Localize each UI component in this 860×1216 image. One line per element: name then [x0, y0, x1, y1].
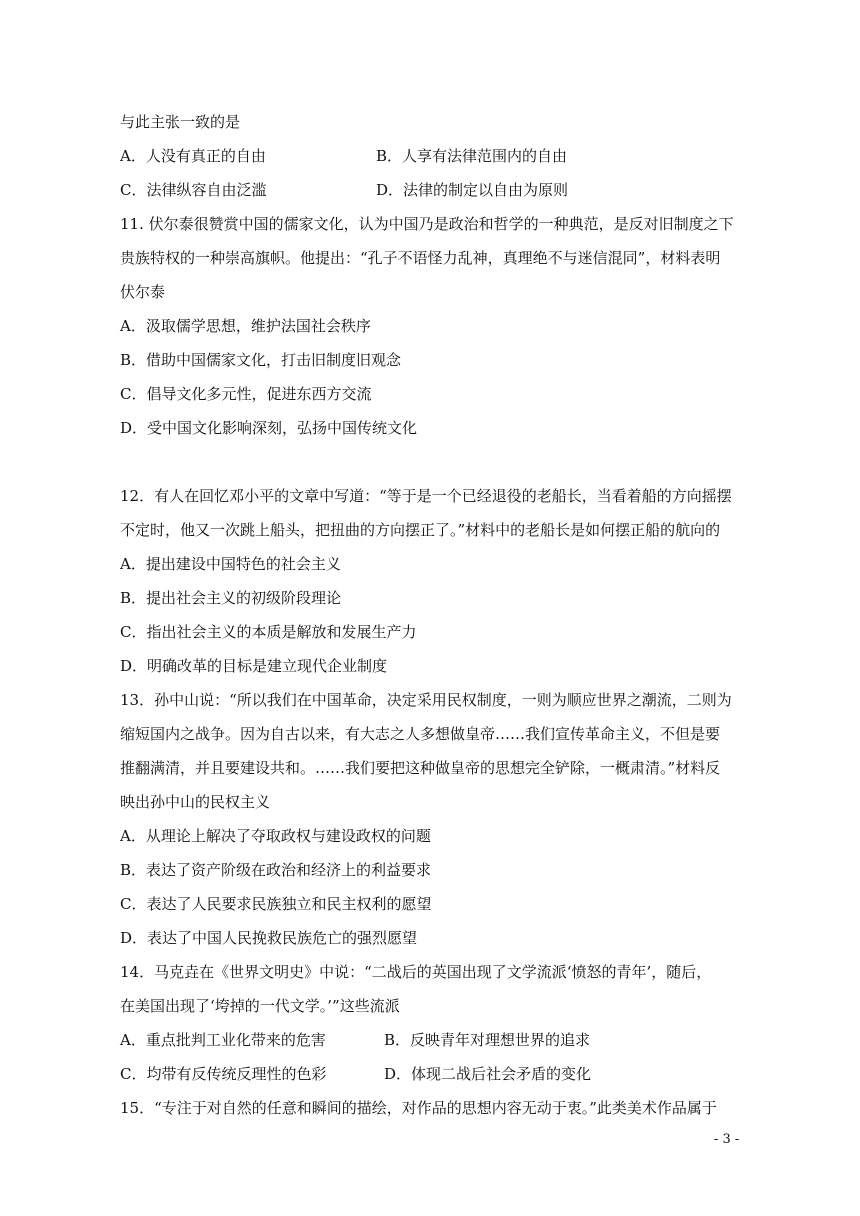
q13-option-c: C．表达了人民要求民族独立和民主权利的愿望 [120, 895, 432, 913]
q14-stem-line: 在美国出现了‘垮掉的一代文学。’”这些流派 [120, 997, 400, 1015]
q11-option-b: B．借助中国儒家文化，打击旧制度旧观念 [120, 351, 402, 369]
q14-option-c: C．均带有反传统反理性的色彩 [120, 1065, 327, 1083]
q14-option-a: A．重点批判工业化带来的危害 [120, 1031, 326, 1049]
q14-stem-line: 14．马克垚在《世界文明史》中说：“二战后的英国出现了文学流派‘愤怒的青年’，随后， [120, 963, 712, 981]
q12-option-b: B．提出社会主义的初级阶段理论 [120, 589, 342, 607]
q10-option-b: B．人享有法律范围内的自由 [376, 147, 568, 165]
q15-stem-line: 15．“专注于对自然的任意和瞬间的描绘，对作品的思想内容无动于衷。”此类美术作品属于 [120, 1099, 717, 1117]
q10-option-d: D．法律的制定以自由为原则 [376, 181, 569, 199]
q14-option-d: D．体现二战后社会矛盾的变化 [384, 1065, 592, 1083]
question-10-stem-end: 与此主张一致的是 [120, 113, 241, 131]
q10-option-a: A．人没有真正的自由 [120, 147, 266, 165]
q11-stem-line: 伏尔泰 [120, 283, 166, 301]
q12-stem-line: 不定时，他又一次跳上船头，把扭曲的方向摆正了。”材料中的老船长是如何摆正船的航向的 [120, 521, 721, 539]
page-number: - 3 - [714, 1132, 740, 1147]
q11-option-a: A．汲取儒学思想，维护法国社会秩序 [120, 317, 371, 335]
q13-option-d: D．表达了中国人民挽救民族危亡的强烈愿望 [120, 929, 418, 947]
q13-stem-line: 推翻满清，并且要建设共和。……我们要把这种做皇帝的思想完全铲除，一概肃清。”材料反 [120, 759, 721, 777]
q13-stem-line: 缩短国内之战争。因为自古以来，有大志之人多想做皇帝……我们宣传革命主义，不但是要 [120, 725, 721, 743]
q12-stem-line: 12．有人在回忆邓小平的文章中写道：“等于是一个已经退役的老船长，当看着船的方向摇摆 [120, 487, 732, 505]
q11-option-d: D．受中国文化影响深刻，弘扬中国传统文化 [120, 419, 418, 437]
q13-option-a: A．从理论上解决了夺取政权与建设政权的问题 [120, 827, 431, 845]
q11-stem-line: 贵族特权的一种崇高旗帜。他提出：“孔子不语怪力乱神，真理绝不与迷信混同”，材料表明 [120, 249, 721, 267]
q12-option-d: D．明确改革的目标是建立现代企业制度 [120, 657, 388, 675]
q10-option-c: C．法律纵容自由泛滥 [120, 181, 267, 199]
q13-stem-line: 映出孙中山的民权主义 [120, 793, 271, 811]
q11-option-c: C．倡导文化多元性，促进东西方交流 [120, 385, 372, 403]
q13-stem-line: 13．孙中山说：“所以我们在中国革命，决定采用民权制度，一则为顺应世界之潮流，二则为 [120, 691, 732, 709]
q13-option-b: B．表达了资产阶级在政治和经济上的利益要求 [120, 861, 432, 879]
q12-option-c: C．指出社会主义的本质是解放和发展生产力 [120, 623, 417, 641]
q11-stem-line: 11. 伏尔泰很赞赏中国的儒家文化，认为中国乃是政治和哲学的一种典范，是反对旧制度之下 [120, 215, 734, 233]
q14-option-b: B．反映青年对理想世界的追求 [384, 1031, 591, 1049]
q12-option-a: A．提出建设中国特色的社会主义 [120, 555, 341, 573]
